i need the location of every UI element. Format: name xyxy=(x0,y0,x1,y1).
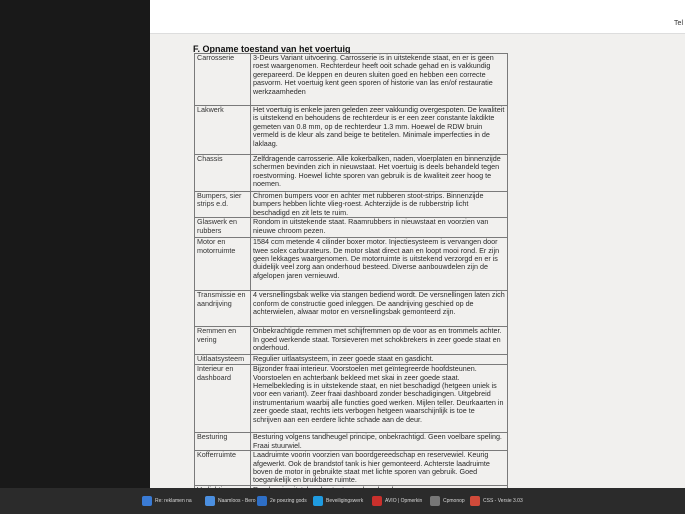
row-text: 4 versnellingsbak welke via stangen bediend wordt. De versnellingen laten zich conform de constructie goed inleggen. De aandrijving geschied op de achterwielen, alwaar motor en versnellingsbak gemonteerd zijn. xyxy=(251,291,508,327)
row-text: Rondom in uitstekende staat. Raamrubbers in nieuwstaat en voorzien van nieuwe chroom pezen. xyxy=(251,218,508,238)
row-label: Interieur en dashboard xyxy=(195,365,251,433)
row-label: Besturing xyxy=(195,433,251,451)
taskbar-item-label: Re: reklamen na xyxy=(155,498,192,504)
app-icon xyxy=(205,496,215,506)
row-label: Glaswerk en rubbers xyxy=(195,218,251,238)
row-text: Besturing volgens tandheugel principe, onbekrachtigd. Geen voelbare speling. Fraai stuurwiel. xyxy=(251,433,508,451)
row-text: Bijzonder fraai interieur. Voorstoelen met geïntegreerde hoofdsteunen. Voorstoelen en achterbank bekleed met skai in zeer goede staat. Hemelbekleding is in uitstekende staat, en niet beschadigd (hetgeen uniek is voor een variant). Zeer fraai dashboard zonder beschadigingen. Uitgebreid instrumentarium waarbij alle functies goed werken. Mijlen teller. Deurkaarten in zeer goede staat, rechts iets verbogen hetgeen waarschijnlijk is toe te schrijven aan een eerdere lichte schade aan de deur. xyxy=(251,365,508,433)
table-row xyxy=(195,218,508,238)
taskbar-item-label: Cpmonop xyxy=(443,498,465,504)
row-label: Chassis xyxy=(195,155,251,192)
app-icon xyxy=(372,496,382,506)
row-text: Onbekrachtigde remmen met schijfremmen op de voor as en trommels achter. In goed werkende staat. Torsieveren met schokbrekers in zeer goede staat en onderhoud. xyxy=(251,327,508,355)
taskbar-item-label: 2e poezing gods xyxy=(270,498,307,504)
row-text: Zelfdragende carrosserie. Alle kokerbalken, naden, vloerplaten en binnenzijde schermen bevinden zich in nieuwstaat. Het voertuig is deels behandeld tegen roestvorming. Hoewel lichte sporen van gebruik is de kwaliteit zeer hoog te noemen. xyxy=(251,155,508,192)
row-text: Regulier uitlaatsysteem, in zeer goede staat en gasdicht. xyxy=(251,355,508,365)
taskbar-item-label: CSS - Versie 3.03 xyxy=(483,498,523,504)
row-label: Motor en motorruimte xyxy=(195,238,251,291)
table-row xyxy=(195,192,508,218)
vehicle-condition-table xyxy=(194,53,508,496)
document-window xyxy=(150,0,685,488)
app-icon xyxy=(313,496,323,506)
monitor-bezel-left xyxy=(0,0,152,488)
table-row xyxy=(195,238,508,291)
taskbar-item[interactable] xyxy=(205,491,256,511)
taskbar-item-label: Naamloos - Bero xyxy=(218,498,256,504)
row-label: Bumpers, sier strips e.d. xyxy=(195,192,251,218)
table-row xyxy=(195,355,508,365)
row-text: Chromen bumpers voor en achter met rubberen stoot-strips. Binnenzijde bumpers hebben lichte vlieg-roest. Achterzijde is de rubberstrip licht beschadigd en zit lets te ruim. xyxy=(251,192,508,218)
taskbar-item[interactable] xyxy=(257,491,307,511)
table-row xyxy=(195,451,508,486)
table-row xyxy=(195,106,508,155)
taskbar-item[interactable] xyxy=(430,491,465,511)
app-icon xyxy=(257,496,267,506)
row-text: 1584 ccm metende 4 cilinder boxer motor. Injectiesysteem is vervangen door twee solex carburateurs. De motor slaat direct aan en loopt mooi rond. Er zijn geen lekkages waargenomen. De motorruimte is uitstekend verzorgd en er is duidelijk veel zorg aan onderhoud besteed. Diverse aanbouwdelen zijn de afgelopen jaren vernieuwd. xyxy=(251,238,508,291)
window-topbar xyxy=(150,0,685,34)
table-row xyxy=(195,433,508,451)
table-row xyxy=(195,327,508,355)
table-row xyxy=(195,291,508,327)
row-label: Carrosserie xyxy=(195,54,251,106)
taskbar-item-label: Beveiligingswerk xyxy=(326,498,364,504)
row-text: Het voertuig is enkele jaren geleden zeer vakkundig overgespoten. De kwaliteit is uitstekend en behoudens de rechterdeur is er een zeer constante lakdikte gemeten van 0.8 mm, op de rechterdeur 1.3 mm. Hoewel de RDW bruin vermeld is de kleur als zand beige te betitelen. Minimale imperfecties in de laklaag. xyxy=(251,106,508,155)
taskbar-item-label: AVIO | Opmerkin xyxy=(385,498,423,504)
table-row xyxy=(195,365,508,433)
app-icon xyxy=(142,496,152,506)
row-text: 3-Deurs Variant uitvoering. Carrosserie is in uitstekende staat, en er is geen roest waargenomen. Rechterdeur heeft ooit schade gehad en is vakkundig gerepareerd. De kleppen en deuren sluiten goed en hebben een correcte pasvorm. Het voertuig kent geen sporen of historie van las en/of restauratie werkzaamheden xyxy=(251,54,508,106)
row-label: Transmissie en aandrijving xyxy=(195,291,251,327)
taskbar-item[interactable] xyxy=(142,491,192,511)
topbar-text: Tel xyxy=(674,20,683,27)
row-label: Kofferruimte xyxy=(195,451,251,486)
table-row xyxy=(195,54,508,106)
app-icon xyxy=(430,496,440,506)
row-label: Lakwerk xyxy=(195,106,251,155)
row-label: Remmen en vering xyxy=(195,327,251,355)
taskbar-item[interactable] xyxy=(470,491,523,511)
table-row xyxy=(195,155,508,192)
taskbar-item[interactable] xyxy=(372,491,422,511)
taskbar-item[interactable] xyxy=(313,491,363,511)
section-title: F. Opname toestand van het voertuig xyxy=(193,44,351,54)
row-text: Laadruimte voorin voorzien van boordgereedschap en reservewiel. Keurig afgewerkt. Ook de brandstof tank is hier gemonteerd. Achterste laadruimte boven de motor in gebruikte staat met lichte sporen van gebruik. Goed toegankelijk en bruikbare ruimte. xyxy=(251,451,508,486)
app-icon xyxy=(470,496,480,506)
taskbar xyxy=(0,488,685,514)
row-label: Uitlaatsysteem xyxy=(195,355,251,365)
